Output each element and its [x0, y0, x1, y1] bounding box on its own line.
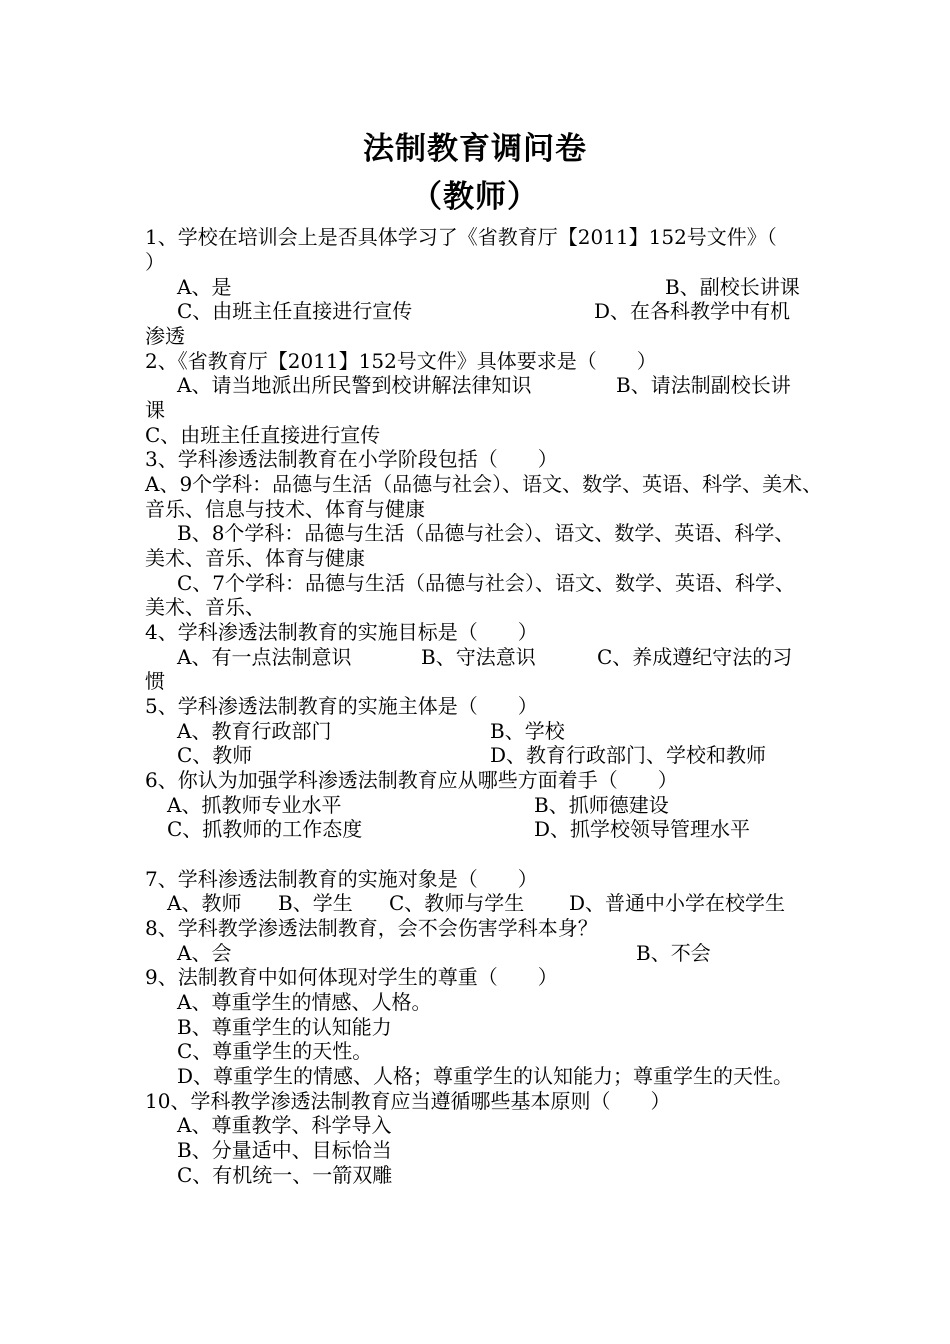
- page-subtitle: （教师）: [411, 179, 539, 215]
- q9-option-c: C、尊重学生的天性。: [177, 1039, 373, 1063]
- q10-option-a: A、尊重教学、科学导入: [177, 1113, 392, 1137]
- q9-option-a: A、尊重学生的情感、人格。: [177, 990, 432, 1014]
- q3-option-c: C、7个学科：品德与生活（品德与社会）、语文、数学、英语、科学、: [177, 571, 796, 595]
- q3-option-c-cont: 美术、音乐、: [145, 595, 265, 619]
- q4-option-c: C、养成遵纪守法的习: [597, 645, 793, 669]
- q6-option-d: D、抓学校领导管理水平: [534, 817, 751, 841]
- q9-option-d: D、尊重学生的情感、人格；尊重学生的认知能力；尊重学生的天性。: [177, 1064, 794, 1088]
- q2-option-c: C、由班主任直接进行宣传: [145, 423, 381, 447]
- q3-option-b-cont: 美术、音乐、体育与健康: [145, 546, 365, 570]
- q4-option-a: A、有一点法制意识: [177, 645, 352, 669]
- q9-question: 9、法制教育中如何体现对学生的尊重（ ）: [145, 965, 558, 989]
- q5-option-a: A、教育行政部门: [177, 719, 332, 743]
- q6-option-c: C、抓教师的工作态度: [167, 817, 363, 841]
- q8-option-b: B、不会: [636, 941, 711, 965]
- q4-question: 4、学科渗透法制教育的实施目标是（ ）: [145, 620, 538, 644]
- q7-option-b: B、学生: [278, 891, 353, 915]
- q2-question: 2、《省教育厅【2011】152号文件》具体要求是（ ）: [145, 349, 657, 373]
- q8-option-a: A、会: [177, 941, 232, 965]
- q10-option-c: C、有机统一、一箭双雕: [177, 1163, 393, 1187]
- q10-option-b: B、分量适中、目标恰当: [177, 1138, 392, 1162]
- q7-question: 7、学科渗透法制教育的实施对象是（ ）: [145, 867, 538, 891]
- q7-option-a: A、教师: [167, 891, 242, 915]
- q3-option-b: B、8个学科：品德与生活（品德与社会）、语文、数学、英语、科学、: [177, 521, 795, 545]
- q2-option-b: B、请法制副校长讲: [616, 373, 791, 397]
- q1-line-2: ）: [145, 250, 165, 274]
- q3-question: 3、学科渗透法制教育在小学阶段包括（ ）: [145, 447, 558, 471]
- q3-option-a: A、9个学科：品德与生活（品德与社会）、语文、数学、英语、科学、美术、: [145, 472, 823, 496]
- q2-option-a: A、请当地派出所民警到校讲解法律知识: [177, 373, 532, 397]
- q8-question: 8、学科教学渗透法制教育，会不会伤害学科本身？: [145, 916, 598, 940]
- q5-option-c: C、教师: [177, 743, 253, 767]
- q7-option-c: C、教师与学生: [389, 891, 525, 915]
- q1-line-1: 1、学校在培训会上是否具体学习了《省教育厅【2011】152号文件》（: [145, 225, 777, 249]
- q5-option-d: D、教育行政部门、学校和教师: [490, 743, 767, 767]
- q6-question: 6、你认为加强学科渗透法制教育应从哪些方面着手（ ）: [145, 768, 678, 792]
- q1-option-b: B、副校长讲课: [665, 275, 800, 299]
- q4-option-b: B、守法意识: [421, 645, 536, 669]
- q1-option-d: D、在各科教学中有机: [594, 299, 791, 323]
- q1-option-d-cont: 渗透: [145, 324, 185, 348]
- q1-option-a: A、是: [177, 275, 232, 299]
- q9-option-b: B、尊重学生的认知能力: [177, 1015, 392, 1039]
- page-title: 法制教育调问卷: [363, 131, 587, 167]
- q7-option-d: D、普通中小学在校学生: [569, 891, 786, 915]
- q1-option-c: C、由班主任直接进行宣传: [177, 299, 413, 323]
- q6-option-a: A、抓教师专业水平: [167, 793, 342, 817]
- q2-option-b-cont: 课: [145, 398, 165, 422]
- q5-question: 5、学科渗透法制教育的实施主体是（ ）: [145, 694, 538, 718]
- q5-option-b: B、学校: [490, 719, 565, 743]
- q6-option-b: B、抓师德建设: [534, 793, 669, 817]
- q10-question: 10、学科教学渗透法制教育应当遵循哪些基本原则（ ）: [145, 1089, 671, 1113]
- q3-option-a-cont: 音乐、信息与技术、体育与健康: [145, 497, 425, 521]
- q4-option-c-cont: 惯: [145, 669, 165, 693]
